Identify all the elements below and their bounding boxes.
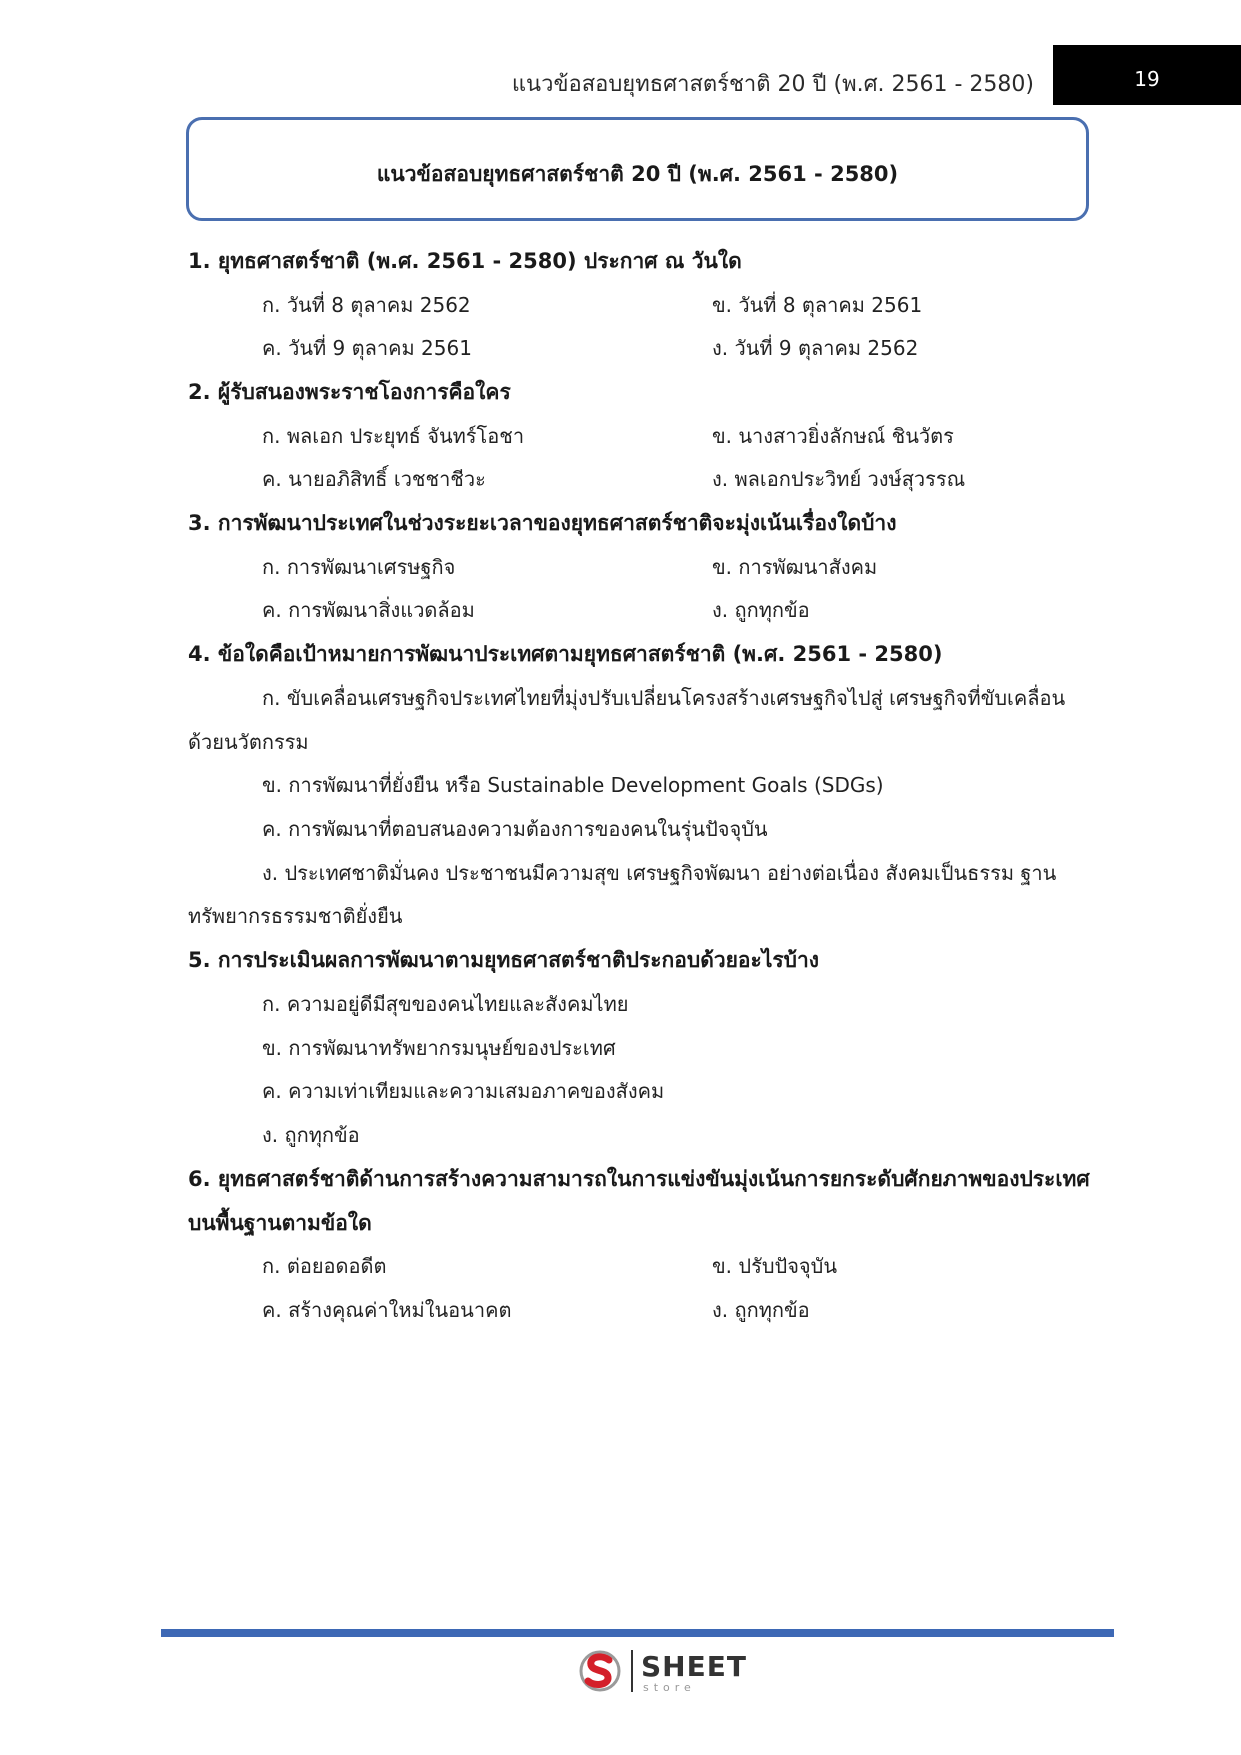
q5-option-d: ง. ถูกทุกข้อ	[262, 1123, 360, 1147]
footer-divider	[161, 1629, 1114, 1637]
q6-option-b: ข. ปรับปัจจุบัน	[712, 1254, 838, 1278]
title-box	[186, 117, 1089, 221]
question-5: 5. การประเมินผลการพัฒนาตามยุทธศาสตร์ชาติประกอบด้วยอะไรบ้าง	[188, 948, 820, 972]
q6-option-d: ง. ถูกทุกข้อ	[712, 1298, 810, 1322]
q2-option-b: ข. นางสาวยิ่งลักษณ์ ชินวัตร	[712, 424, 954, 448]
logo-text: SHEET	[641, 1650, 747, 1683]
q3-option-b: ข. การพัฒนาสังคม	[712, 555, 878, 579]
q3-option-c: ค. การพัฒนาสิ่งแวดล้อม	[262, 598, 475, 622]
q4-option-d-cont: ทรัพยากรธรรมชาติยั่งยืน	[188, 904, 403, 928]
q4-option-c: ค. การพัฒนาที่ตอบสนองความต้องการของคนในรุ่นปัจจุบัน	[262, 817, 768, 841]
q1-option-a: ก. วันที่ 8 ตุลาคม 2562	[262, 293, 471, 317]
q5-option-b: ข. การพัฒนาทรัพยากรมนุษย์ของประเทศ	[262, 1036, 616, 1060]
question-6: 6. ยุทธศาสตร์ชาติด้านการสร้างความสามารถในการแข่งขันมุ่งเน้นการยกระดับศักยภาพของประเทศ	[188, 1167, 1090, 1191]
q6-option-c: ค. สร้างคุณค่าใหม่ในอนาคต	[262, 1298, 512, 1322]
header-title: แนวข้อสอบยุทธศาสตร์ชาติ 20 ปี (พ.ศ. 2561 - 2580)	[511, 72, 1034, 97]
q4-option-a: ก. ขับเคลื่อนเศรษฐกิจประเทศไทยที่มุ่งปรับเปลี่ยนโครงสร้างเศรษฐกิจไปสู่ เศรษฐกิจที่ขับเคลื่อน	[262, 686, 1066, 710]
box-title: แนวข้อสอบยุทธศาสตร์ชาติ 20 ปี (พ.ศ. 2561 - 2580)	[376, 162, 899, 186]
question-1: 1. ยุทธศาสตร์ชาติ (พ.ศ. 2561 - 2580) ประกาศ ณ วันใด	[188, 249, 742, 273]
logo-subtext: store	[643, 1681, 696, 1694]
q1-option-c: ค. วันที่ 9 ตุลาคม 2561	[262, 336, 472, 360]
page-number-box	[1053, 45, 1241, 105]
q2-option-c: ค. นายอภิสิทธิ์ เวชชาชีวะ	[262, 467, 486, 491]
page-number: 19	[1134, 67, 1160, 91]
question-2: 2. ผู้รับสนองพระราชโองการคือใคร	[188, 380, 511, 404]
q3-option-a: ก. การพัฒนาเศรษฐกิจ	[262, 555, 456, 579]
question-3: 3. การพัฒนาประเทศในช่วงระยะเวลาของยุทธศาสตร์ชาติจะมุ่งเน้นเรื่องใดบ้าง	[188, 511, 897, 535]
sheet-store-logo-icon	[577, 1647, 623, 1693]
question-4: 4. ข้อใดคือเป้าหมายการพัฒนาประเทศตามยุทธศาสตร์ชาติ (พ.ศ. 2561 - 2580)	[188, 642, 943, 666]
q1-option-b: ข. วันที่ 8 ตุลาคม 2561	[712, 293, 923, 317]
q5-option-c: ค. ความเท่าเทียมและความเสมอภาคของสังคม	[262, 1079, 665, 1103]
q4-option-b: ข. การพัฒนาที่ยั่งยืน หรือ Sustainable Development Goals (SDGs)	[262, 773, 884, 797]
q2-option-d: ง. พลเอกประวิทย์ วงษ์สุวรรณ	[712, 467, 966, 491]
q2-option-a: ก. พลเอก ประยุทธ์ จันทร์โอชา	[262, 424, 525, 448]
q1-option-d: ง. วันที่ 9 ตุลาคม 2562	[712, 336, 919, 360]
q3-option-d: ง. ถูกทุกข้อ	[712, 598, 810, 622]
q4-option-a-cont: ด้วยนวัตกรรม	[188, 730, 309, 754]
logo-divider	[631, 1650, 633, 1692]
q6-option-a: ก. ต่อยอดอดีต	[262, 1254, 387, 1278]
q5-option-a: ก. ความอยู่ดีมีสุขของคนไทยและสังคมไทย	[262, 992, 629, 1016]
question-6-cont: บนพื้นฐานตามข้อใด	[188, 1211, 372, 1235]
q4-option-d: ง. ประเทศชาติมั่นคง ประชาชนมีความสุข เศรษฐกิจพัฒนา อย่างต่อเนื่อง สังคมเป็นธรรม ฐาน	[262, 861, 1057, 885]
